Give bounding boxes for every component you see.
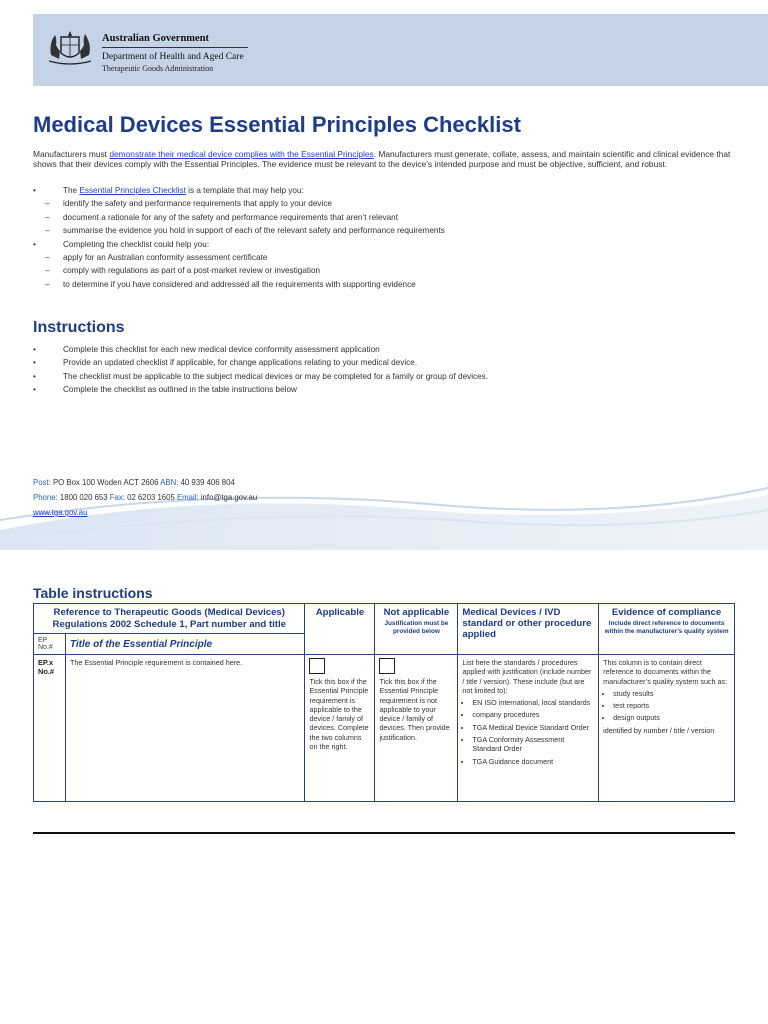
list-item: • study results [613,689,730,698]
list-item: • test reports [613,701,730,710]
list-item: – apply for an Australian conformity assessment certificate [33,251,733,264]
ep-x-cell: EP.x No.# [34,655,66,802]
list-item: – summarise the evidence you hold in support of each of the relevant safety and performance requirements [33,224,733,237]
list-item: • The Essential Principles Checklist is a template that may help you: [33,184,733,197]
table-row [34,655,735,802]
list-item: • Provide an updated checklist if applicable, for change applications relating to your medical device. [33,356,733,369]
requirement-cell: The Essential Principle requirement is contained here. [65,655,305,802]
bottom-divider [33,832,735,834]
tga-website-link[interactable]: www.tga.gov.au [33,508,88,517]
list-item: • Complete this checklist for each new medical device conformity assessment application [33,343,733,356]
bullet-icon: • [33,345,36,354]
list-item: – document a rationale for any of the safety and performance requirements that aren’t relevant [33,211,733,224]
ep-title-label: Title of the Essential Principle [65,634,305,655]
list-item: • The checklist must be applicable to the subject medical devices or may be completed for a family or group of devices. [33,370,733,383]
intro-paragraph [33,149,733,170]
page-title: Medical Devices Essential Principles Checklist [33,112,521,137]
list-item: – identify the safety and performance requirements that apply to your device [33,197,733,210]
standards-list [462,698,594,766]
header-not-applicable: Not applicable Justification must be provided below [375,604,458,655]
coat-of-arms-icon [45,25,95,69]
standards-cell: List here the standards / procedures applied with justification (include number / title / version). These include (but are not limited to): • EN ISO international, local standards • company procedures • TGA Medical Device Standard Order • TGA Conformity Assessment Standard Order • TGA Guidance document [458,655,599,802]
header-banner [33,14,768,86]
agency-name: Therapeutic Goods Administration [102,64,214,73]
list-item: • company procedures [472,710,594,719]
checklist-link[interactable]: Essential Principles Checklist [79,186,186,195]
dash-icon: – [45,279,50,289]
intro-text-start: Manufacturers must [33,149,110,159]
contact-web [33,508,87,517]
checklist-purpose-list [33,184,733,291]
bullet-icon: • [33,186,36,195]
contact-post: Post: PO Box 100 Woden ACT 2606 ABN: 40 939 406 804 [33,478,235,487]
table-header-row [34,604,735,634]
dash-icon: – [45,252,50,262]
list-item: – to determine if you have considered and addressed all the requirements with supporting evidence [33,278,733,291]
dash-icon: – [45,199,50,209]
applicable-cell: Tick this box if the Essential Principle requirement is applicable to the device / family of devices. Complete the two columns on the right. [305,655,375,802]
bullet-icon: • [33,385,36,395]
government-name: Australian Government [102,33,210,44]
bullet-icon: • [33,371,36,381]
evidence-list [603,689,730,723]
header-evidence: Evidence of compliance Include direct reference to documents within the manufacturer’s quality system [599,604,735,655]
list-item: • EN ISO international, local standards [472,698,594,707]
list-item: • TGA Conformity Assessment Standard Order [472,735,594,754]
list-item: • TGA Medical Device Standard Order [472,723,594,732]
header-standards: Medical Devices / IVD standard or other procedure applied [458,604,599,655]
list-item: – comply with regulations as part of a post-market review or investigation [33,264,733,277]
bullet-icon: • [33,358,36,368]
dash-icon: – [45,226,50,236]
department-name: Department of Health and Aged Care [102,52,244,62]
instructions-list [33,343,733,397]
evidence-cell: This column is to contain direct reference to documents within the manufacturer’s quality system such as: • study results • test reports • design outputs identified by number / title / version [599,655,735,802]
checklist-table [33,603,735,802]
list-item: • design outputs [613,713,730,722]
list-item: • Completing the checklist could help you: [33,238,733,251]
list-item: • TGA Guidance document [472,757,594,766]
bullet-icon: • [33,239,36,249]
header-applicable: Applicable [305,604,375,655]
dash-icon: – [45,212,50,222]
dash-icon: – [45,266,50,276]
instructions-heading: Instructions [33,319,125,336]
contact-phone: Phone: 1800 020 653 Fax: 02 6203 1605 Email: info@tga.gov.au [33,493,258,502]
header-divider [102,47,248,48]
list-item: • Complete the checklist as outlined in the table instructions below [33,383,733,396]
applicable-checkbox[interactable] [309,658,325,674]
table-instructions-heading: Table instructions [33,585,153,601]
header-reference: Reference to Therapeutic Goods (Medical Devices) Regulations 2002 Schedule 1, Part number and title [34,604,305,634]
essential-principles-link[interactable]: demonstrate their medical device complies with the Essential Principles [109,149,374,159]
intro-text-end: . Manufacturers must generate, collate, assess, and maintain scientific and clinical evidence that shows that their devices comply with the Essential Principles. The evidence must be relevant to the device’s intended purpose and must be objective, sufficient, and robust. [33,149,731,170]
ep-number-label: EP No.# [34,634,66,655]
not-applicable-cell: Tick this box if the Essential Principle requirement is not applicable to your device / family of devices. Then provide justification. [375,655,458,802]
not-applicable-checkbox[interactable] [379,658,395,674]
